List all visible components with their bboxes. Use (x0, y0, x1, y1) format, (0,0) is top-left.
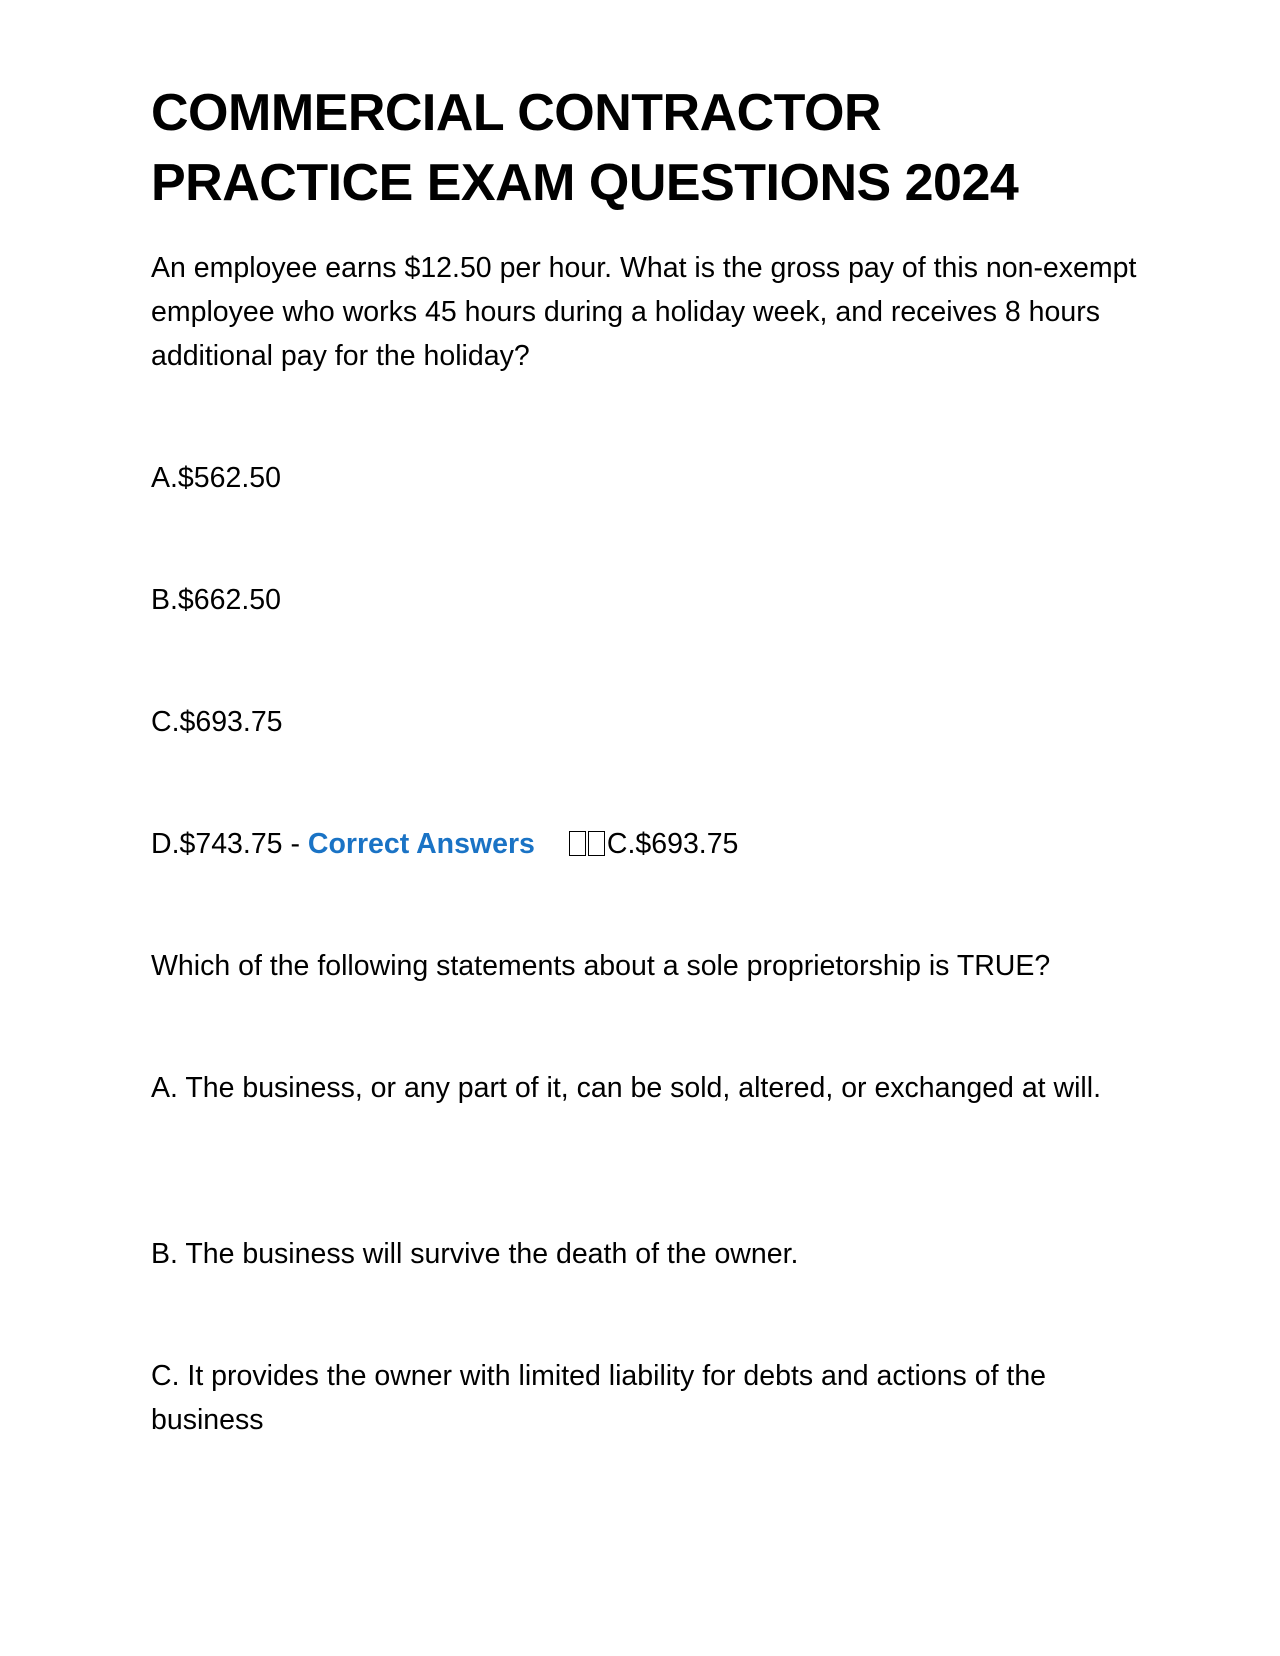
question-1-prompt: An employee earns $12.50 per hour. What is the gross pay of this non-exempt employee who works 45 hours during a holiday week, and receives 8 hours additional pay for the holiday? (151, 252, 1137, 372)
correct-answers-label: Correct Answers (307, 828, 535, 860)
question-1-option-d-with-answer (151, 822, 1141, 866)
question-1-option-b: B.$662.50 (151, 584, 281, 616)
question-2-option-a: A. The business, or any part of it, can be sold, altered, or exchanged at will. (151, 1072, 1102, 1104)
missing-glyph-box-icon (569, 828, 607, 860)
question-2-option-c: C. It provides the owner with limited liability for debts and actions of the business (151, 1360, 1047, 1436)
question-1-option-d: D.$743.75 (151, 828, 283, 860)
answer-separator: - (282, 828, 308, 860)
correct-answer-value: C.$693.75 (606, 828, 739, 860)
document-title: COMMERCIAL CONTRACTOR PRACTICE EXAM QUESTIONS 2024 (151, 84, 1019, 212)
question-1-option-c: C.$693.75 (151, 706, 283, 738)
question-1-option-a: A.$562.50 (151, 462, 281, 494)
question-2-prompt: Which of the following statements about a sole proprietorship is TRUE? (151, 950, 1051, 982)
question-2-option-b: B. The business will survive the death of the owner. (151, 1238, 799, 1270)
